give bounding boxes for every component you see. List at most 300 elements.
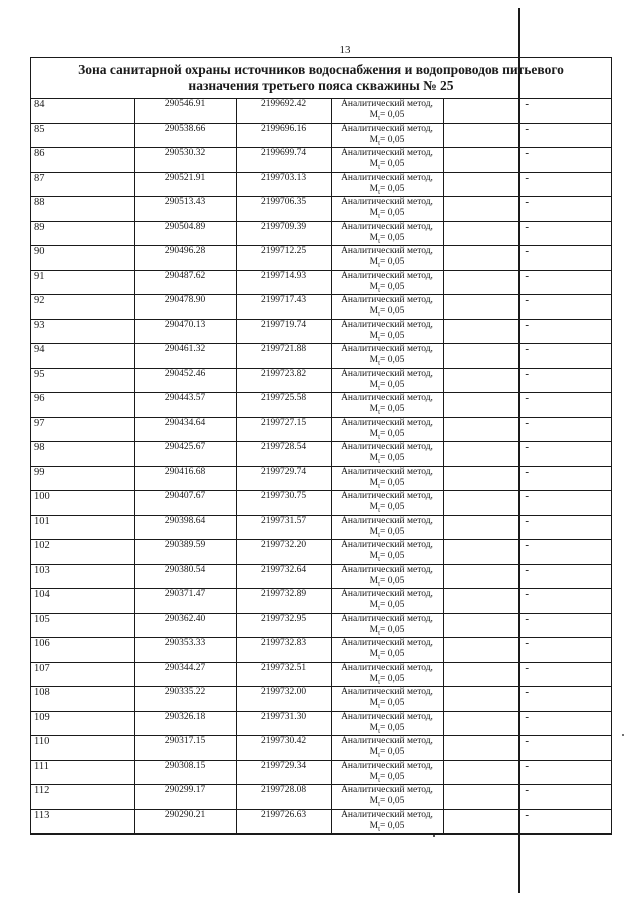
m-letter: M — [369, 796, 379, 806]
accuracy-formula — [332, 135, 443, 146]
y-coordinate-cell: 2199703.13 — [236, 172, 331, 197]
method-cell — [331, 589, 443, 614]
table-row — [31, 613, 611, 638]
m-value: = 0,05 — [380, 771, 405, 782]
accuracy-formula — [332, 747, 443, 758]
m-value: = 0,05 — [380, 379, 405, 390]
point-number-cell: 92 — [31, 295, 134, 320]
m-letter: M — [369, 551, 379, 561]
table-row — [31, 246, 611, 271]
method-cell — [331, 368, 443, 393]
m-value: = 0,05 — [380, 747, 405, 757]
method-cell — [331, 344, 443, 369]
accuracy-cell: - — [443, 368, 611, 393]
m-subscript: t — [378, 334, 381, 343]
x-coordinate-cell: 290546.91 — [134, 99, 236, 123]
m-subscript: t — [378, 383, 381, 392]
method-text: Аналитический метод, — [341, 99, 433, 109]
accuracy-formula — [332, 110, 443, 121]
accuracy-formula — [332, 698, 443, 709]
method-cell — [331, 295, 443, 320]
x-coordinate-cell: 290470.13 — [134, 319, 236, 344]
accuracy-cell: - — [443, 491, 611, 516]
m-value: = 0,05 — [380, 526, 405, 537]
accuracy-cell: - — [443, 589, 611, 614]
m-subscript: t — [378, 824, 381, 833]
m-value: = 0,05 — [380, 649, 405, 659]
accuracy-formula — [332, 796, 443, 807]
method-text: Аналитический метод, — [341, 148, 433, 158]
m-letter: M — [369, 330, 379, 341]
table-row — [31, 99, 611, 123]
method-cell — [331, 638, 443, 663]
y-coordinate-cell: 2199717.43 — [236, 295, 331, 320]
table-row — [31, 221, 611, 246]
method-text: Аналитический метод, — [341, 711, 433, 722]
m-letter: M — [369, 428, 379, 439]
y-coordinate-cell: 2199730.75 — [236, 491, 331, 516]
accuracy-cell: - — [443, 809, 611, 834]
accuracy-cell: - — [443, 221, 611, 246]
table-row — [31, 589, 611, 614]
accuracy-cell: - — [443, 417, 611, 442]
m-value: = 0,05 — [380, 257, 405, 267]
x-coordinate-cell: 290371.47 — [134, 589, 236, 614]
x-coordinate-cell: 290487.62 — [134, 270, 236, 295]
method-text: Аналитический метод, — [341, 270, 433, 281]
m-subscript: t — [378, 799, 381, 808]
x-coordinate-cell: 290362.40 — [134, 613, 236, 638]
x-coordinate-cell: 290326.18 — [134, 711, 236, 736]
m-letter: M — [369, 404, 379, 414]
m-value: = 0,05 — [380, 698, 405, 708]
m-letter: M — [369, 159, 379, 169]
accuracy-formula — [332, 453, 443, 464]
method-cell — [331, 613, 443, 638]
point-number-cell: 85 — [31, 123, 134, 148]
y-coordinate-cell: 2199729.34 — [236, 760, 331, 785]
coordinates-table — [31, 99, 611, 834]
accuracy-formula — [332, 257, 443, 268]
method-cell — [331, 221, 443, 246]
point-number-cell: 102 — [31, 540, 134, 565]
table-row — [31, 442, 611, 467]
point-number-cell: 106 — [31, 638, 134, 663]
m-value: = 0,05 — [380, 600, 405, 610]
method-text: Аналитический метод, — [341, 393, 433, 403]
m-subscript: t — [378, 603, 381, 612]
accuracy-formula — [332, 625, 443, 636]
point-number-cell: 89 — [31, 221, 134, 246]
table-row — [31, 515, 611, 540]
accuracy-formula — [332, 649, 443, 660]
accuracy-formula — [332, 576, 443, 587]
x-coordinate-cell: 290290.21 — [134, 809, 236, 834]
m-value: = 0,05 — [380, 820, 405, 831]
m-value: = 0,05 — [380, 404, 405, 414]
y-coordinate-cell: 2199725.58 — [236, 393, 331, 418]
m-value: = 0,05 — [380, 110, 405, 120]
m-subscript: t — [378, 652, 381, 661]
method-cell — [331, 785, 443, 810]
table-row — [31, 344, 611, 369]
m-value: = 0,05 — [380, 502, 405, 512]
point-number-cell: 87 — [31, 172, 134, 197]
m-letter: M — [369, 208, 379, 218]
point-number-cell: 112 — [31, 785, 134, 810]
m-letter: M — [369, 306, 379, 316]
m-letter: M — [369, 771, 379, 782]
y-coordinate-cell: 2199709.39 — [236, 221, 331, 246]
method-cell — [331, 466, 443, 491]
point-number-cell: 105 — [31, 613, 134, 638]
m-value: = 0,05 — [380, 134, 405, 145]
table-row — [31, 368, 611, 393]
method-text: Аналитический метод, — [341, 589, 433, 599]
m-subscript: t — [378, 162, 381, 171]
method-text: Аналитический метод, — [341, 319, 433, 330]
table-row — [31, 809, 611, 834]
table-row — [31, 319, 611, 344]
y-coordinate-cell: 2199732.83 — [236, 638, 331, 663]
point-number-cell: 110 — [31, 736, 134, 761]
x-coordinate-cell: 290425.67 — [134, 442, 236, 467]
x-coordinate-cell: 290530.32 — [134, 148, 236, 173]
x-coordinate-cell: 290434.64 — [134, 417, 236, 442]
method-text: Аналитический метод, — [341, 491, 433, 501]
x-coordinate-cell: 290496.28 — [134, 246, 236, 271]
method-cell — [331, 442, 443, 467]
accuracy-cell: - — [443, 148, 611, 173]
y-coordinate-cell: 2199721.88 — [236, 344, 331, 369]
y-coordinate-cell: 2199732.89 — [236, 589, 331, 614]
table-row — [31, 197, 611, 222]
x-coordinate-cell: 290308.15 — [134, 760, 236, 785]
y-coordinate-cell: 2199699.74 — [236, 148, 331, 173]
point-number-cell: 108 — [31, 687, 134, 712]
table-row — [31, 393, 611, 418]
x-coordinate-cell: 290461.32 — [134, 344, 236, 369]
method-text: Аналитический метод, — [341, 221, 433, 232]
table-row — [31, 270, 611, 295]
data-container — [31, 99, 612, 835]
table-row — [31, 564, 611, 589]
m-subscript: t — [378, 113, 381, 122]
method-text: Аналитический метод, — [341, 344, 433, 354]
accuracy-cell: - — [443, 246, 611, 271]
point-number-cell: 111 — [31, 760, 134, 785]
x-coordinate-cell: 290478.90 — [134, 295, 236, 320]
x-coordinate-cell: 290344.27 — [134, 662, 236, 687]
accuracy-formula — [332, 355, 443, 366]
accuracy-formula — [332, 282, 443, 293]
method-text: Аналитический метод, — [341, 613, 433, 624]
x-coordinate-cell: 290416.68 — [134, 466, 236, 491]
method-text: Аналитический метод, — [341, 442, 433, 452]
point-number-cell: 103 — [31, 564, 134, 589]
method-text: Аналитический метод, — [341, 466, 433, 477]
method-cell — [331, 393, 443, 418]
y-coordinate-cell: 2199728.08 — [236, 785, 331, 810]
m-value: = 0,05 — [380, 355, 405, 365]
accuracy-cell: - — [443, 711, 611, 736]
point-number-cell: 100 — [31, 491, 134, 516]
accuracy-formula — [332, 821, 443, 832]
stray-mark — [622, 734, 624, 736]
accuracy-formula — [332, 331, 443, 342]
method-text: Аналитический метод, — [341, 736, 433, 746]
m-subscript: t — [378, 358, 381, 367]
method-cell — [331, 809, 443, 834]
m-letter: M — [369, 575, 379, 586]
point-number-cell: 101 — [31, 515, 134, 540]
point-number-cell: 96 — [31, 393, 134, 418]
accuracy-cell: - — [443, 638, 611, 663]
m-subscript: t — [378, 530, 381, 539]
accuracy-formula — [332, 184, 443, 195]
method-cell — [331, 564, 443, 589]
m-letter: M — [369, 698, 379, 708]
y-coordinate-cell: 2199696.16 — [236, 123, 331, 148]
m-subscript: t — [378, 285, 381, 294]
accuracy-formula — [332, 772, 443, 783]
stray-mark — [433, 835, 435, 837]
point-number-cell: 90 — [31, 246, 134, 271]
coordinates-body — [31, 99, 611, 834]
method-text: Аналитический метод, — [341, 809, 433, 820]
x-coordinate-cell: 290407.67 — [134, 491, 236, 516]
m-letter: M — [369, 722, 379, 733]
m-value: = 0,05 — [380, 624, 405, 635]
point-number-cell: 95 — [31, 368, 134, 393]
accuracy-cell: - — [443, 540, 611, 565]
m-subscript: t — [378, 236, 381, 245]
m-letter: M — [369, 600, 379, 610]
m-subscript: t — [378, 579, 381, 588]
m-subscript: t — [378, 677, 381, 686]
x-coordinate-cell: 290398.64 — [134, 515, 236, 540]
accuracy-cell: - — [443, 344, 611, 369]
method-text: Аналитический метод, — [341, 760, 433, 771]
method-text: Аналитический метод, — [341, 540, 433, 550]
m-letter: M — [369, 502, 379, 512]
y-coordinate-cell: 2199726.63 — [236, 809, 331, 834]
method-cell — [331, 123, 443, 148]
method-text: Аналитический метод, — [341, 515, 433, 526]
m-value: = 0,05 — [380, 183, 405, 194]
method-text: Аналитический метод, — [341, 564, 433, 575]
y-coordinate-cell: 2199727.15 — [236, 417, 331, 442]
accuracy-formula — [332, 429, 443, 440]
point-number-cell: 84 — [31, 99, 134, 123]
m-subscript: t — [378, 187, 381, 196]
method-cell — [331, 711, 443, 736]
point-number-cell: 98 — [31, 442, 134, 467]
accuracy-cell: - — [443, 99, 611, 123]
m-letter: M — [369, 110, 379, 120]
m-value: = 0,05 — [380, 159, 405, 169]
point-number-cell: 109 — [31, 711, 134, 736]
point-number-cell: 104 — [31, 589, 134, 614]
m-letter: M — [369, 281, 379, 292]
m-value: = 0,05 — [380, 796, 405, 806]
point-number-cell: 107 — [31, 662, 134, 687]
point-number-cell: 97 — [31, 417, 134, 442]
table-row — [31, 491, 611, 516]
accuracy-cell: - — [443, 613, 611, 638]
m-subscript: t — [378, 260, 381, 269]
table-row — [31, 295, 611, 320]
method-text: Аналитический метод, — [341, 197, 433, 207]
table-row — [31, 466, 611, 491]
accuracy-formula — [332, 551, 443, 562]
y-coordinate-cell: 2199732.95 — [236, 613, 331, 638]
page-number: 13 — [339, 44, 351, 56]
y-coordinate-cell: 2199706.35 — [236, 197, 331, 222]
x-coordinate-cell: 290452.46 — [134, 368, 236, 393]
m-letter: M — [369, 134, 379, 145]
method-cell — [331, 172, 443, 197]
m-subscript: t — [378, 701, 381, 710]
method-text: Аналитический метод, — [341, 638, 433, 648]
x-coordinate-cell: 290521.91 — [134, 172, 236, 197]
method-cell — [331, 540, 443, 565]
method-cell — [331, 491, 443, 516]
x-coordinate-cell: 290389.59 — [134, 540, 236, 565]
accuracy-formula — [332, 674, 443, 685]
m-value: = 0,05 — [380, 477, 405, 488]
method-cell — [331, 736, 443, 761]
m-subscript: t — [378, 554, 381, 563]
y-coordinate-cell: 2199729.74 — [236, 466, 331, 491]
accuracy-cell: - — [443, 197, 611, 222]
m-value: = 0,05 — [380, 281, 405, 292]
x-coordinate-cell: 290443.57 — [134, 393, 236, 418]
x-coordinate-cell: 290353.33 — [134, 638, 236, 663]
method-cell — [331, 270, 443, 295]
method-text: Аналитический метод, — [341, 417, 433, 428]
x-coordinate-cell: 290335.22 — [134, 687, 236, 712]
table-row — [31, 760, 611, 785]
y-coordinate-cell: 2199712.25 — [236, 246, 331, 271]
m-value: = 0,05 — [380, 330, 405, 341]
accuracy-cell: - — [443, 123, 611, 148]
m-letter: M — [369, 649, 379, 659]
point-number-cell: 99 — [31, 466, 134, 491]
method-text: Аналитический метод, — [341, 662, 433, 673]
method-cell — [331, 515, 443, 540]
point-number-cell: 94 — [31, 344, 134, 369]
m-letter: M — [369, 673, 379, 684]
y-coordinate-cell: 2199731.30 — [236, 711, 331, 736]
m-letter: M — [369, 183, 379, 194]
accuracy-cell: - — [443, 466, 611, 491]
m-subscript: t — [378, 505, 381, 514]
m-value: = 0,05 — [380, 453, 405, 463]
m-subscript: t — [378, 407, 381, 416]
table-row — [31, 662, 611, 687]
accuracy-cell: - — [443, 785, 611, 810]
m-letter: M — [369, 526, 379, 537]
method-text: Аналитический метод, — [341, 123, 433, 134]
method-text: Аналитический метод, — [341, 295, 433, 305]
m-letter: M — [369, 453, 379, 463]
accuracy-formula — [332, 208, 443, 219]
title-row — [31, 58, 612, 99]
point-number-cell: 93 — [31, 319, 134, 344]
m-value: = 0,05 — [380, 428, 405, 439]
table-row — [31, 540, 611, 565]
y-coordinate-cell: 2199730.42 — [236, 736, 331, 761]
m-letter: M — [369, 820, 379, 831]
accuracy-cell: - — [443, 515, 611, 540]
m-value: = 0,05 — [380, 306, 405, 316]
method-cell — [331, 662, 443, 687]
accuracy-cell: - — [443, 736, 611, 761]
m-letter: M — [369, 624, 379, 635]
accuracy-cell: - — [443, 564, 611, 589]
x-coordinate-cell: 290504.89 — [134, 221, 236, 246]
y-coordinate-cell: 2199719.74 — [236, 319, 331, 344]
table-row — [31, 736, 611, 761]
method-cell — [331, 319, 443, 344]
table-row — [31, 638, 611, 663]
m-subscript: t — [378, 211, 381, 220]
point-number-cell: 86 — [31, 148, 134, 173]
table-row — [31, 417, 611, 442]
m-subscript: t — [378, 775, 381, 784]
m-letter: M — [369, 257, 379, 267]
m-subscript: t — [378, 309, 381, 318]
data-container-row — [31, 99, 612, 835]
m-value: = 0,05 — [380, 208, 405, 218]
m-value: = 0,05 — [380, 575, 405, 586]
m-value: = 0,05 — [380, 673, 405, 684]
x-coordinate-cell: 290538.66 — [134, 123, 236, 148]
m-value: = 0,05 — [380, 551, 405, 561]
x-coordinate-cell: 290299.17 — [134, 785, 236, 810]
method-text: Аналитический метод, — [341, 246, 433, 256]
accuracy-formula — [332, 502, 443, 513]
method-cell — [331, 760, 443, 785]
accuracy-cell: - — [443, 662, 611, 687]
method-cell — [331, 99, 443, 123]
method-text: Аналитический метод, — [341, 368, 433, 379]
method-text: Аналитический метод, — [341, 172, 433, 183]
accuracy-cell: - — [443, 295, 611, 320]
y-coordinate-cell: 2199732.00 — [236, 687, 331, 712]
accuracy-cell: - — [443, 687, 611, 712]
point-number-cell: 88 — [31, 197, 134, 222]
table-row — [31, 785, 611, 810]
accuracy-cell: - — [443, 319, 611, 344]
table-row — [31, 172, 611, 197]
accuracy-formula — [332, 527, 443, 538]
accuracy-cell: - — [443, 172, 611, 197]
point-number-cell: 113 — [31, 809, 134, 834]
y-coordinate-cell: 2199731.57 — [236, 515, 331, 540]
y-coordinate-cell: 2199732.64 — [236, 564, 331, 589]
y-coordinate-cell: 2199728.54 — [236, 442, 331, 467]
y-coordinate-cell: 2199723.82 — [236, 368, 331, 393]
document-table — [30, 57, 612, 835]
x-coordinate-cell: 290317.15 — [134, 736, 236, 761]
m-subscript: t — [378, 628, 381, 637]
accuracy-formula — [332, 723, 443, 734]
method-text: Аналитический метод, — [341, 785, 433, 795]
accuracy-formula — [332, 306, 443, 317]
method-cell — [331, 148, 443, 173]
